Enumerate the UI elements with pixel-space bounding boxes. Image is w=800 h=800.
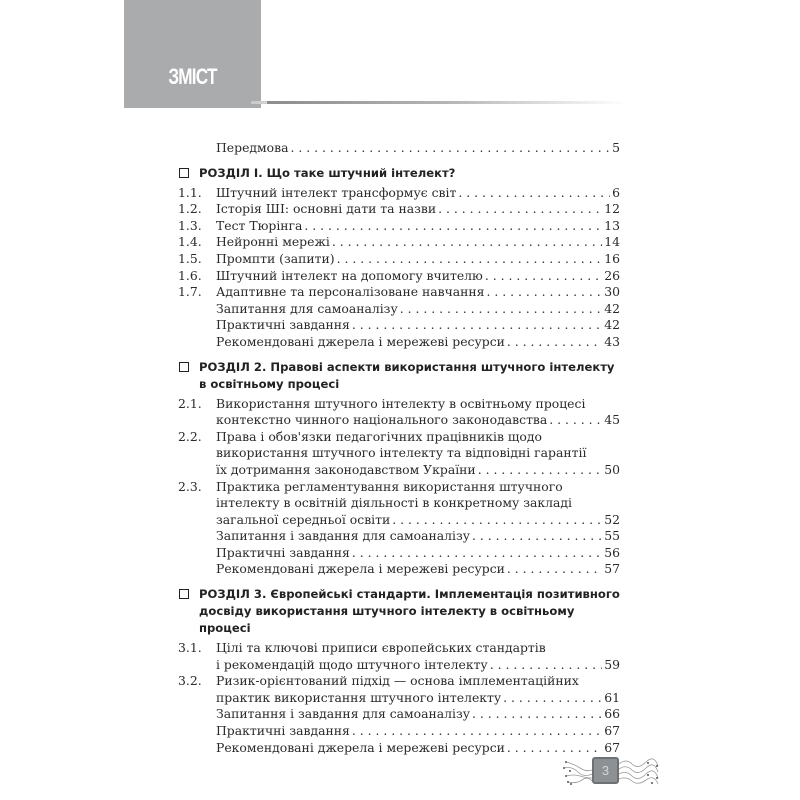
entry-page: 66: [604, 706, 620, 722]
entry-page: 16: [604, 250, 620, 266]
toc-entry[interactable]: [178, 396, 620, 429]
section-title: [199, 586, 620, 637]
entry-number: 1.3.: [178, 217, 202, 233]
entry-title: Штучний інтелект на допомогу вчителю: [216, 267, 483, 283]
entry-title: Практичні завдання: [216, 544, 350, 560]
leader-dots: [503, 690, 602, 707]
entry-title: контекстно чинного національного законодавства: [216, 412, 548, 428]
leader-dots: [400, 301, 602, 318]
toc-entry[interactable]: [178, 561, 620, 578]
entry-title: Практичні завдання: [216, 317, 350, 333]
entry-page: 13: [604, 217, 620, 233]
entry-title: Використання штучного інтелекту в освітньому процесі: [216, 395, 586, 411]
toc-entry[interactable]: [178, 706, 620, 723]
entry-title: Рекомендовані джерела і мережеві ресурси: [216, 333, 505, 349]
toc-entry[interactable]: [178, 301, 620, 318]
page-footer: [560, 754, 660, 790]
entry-number: 2.3.: [178, 478, 202, 494]
toc-entry[interactable]: [178, 740, 620, 757]
section-title-line: РОЗДІЛ 2. Правові аспекти використання штучного інтелекту: [199, 359, 615, 374]
entry-title: використання штучного інтелекту та відповідні гарантії: [216, 445, 587, 461]
section-title-line: РОЗДІЛ І. Що таке штучний інтелект?: [199, 165, 456, 180]
entry-page: 45: [604, 412, 620, 428]
leader-dots: [337, 251, 603, 268]
entry-page: 57: [604, 561, 620, 577]
checkbox-icon: [179, 168, 189, 178]
leader-dots: [392, 512, 602, 529]
page-title: ЗМІСТ: [168, 64, 217, 89]
leader-dots: [549, 412, 602, 429]
entry-page: 5: [612, 140, 620, 155]
leader-dots: [507, 334, 602, 351]
entry-title: і рекомендацій щодо штучного інтелекту: [216, 656, 488, 672]
entry-title: інтелекту в освітній діяльності в конкретному закладі: [216, 495, 572, 511]
toc-entry[interactable]: [178, 251, 620, 268]
leader-dots: [332, 234, 602, 251]
section-heading[interactable]: [178, 359, 620, 393]
entry-title: Рекомендовані джерела і мережеві ресурси: [216, 561, 505, 577]
entry-title: Історія ШІ: основні дати та назви: [216, 201, 437, 217]
entry-title: Запитання і завдання для самоаналізу: [216, 528, 471, 544]
entry-number: 1.1.: [178, 184, 202, 200]
entry-number: 2.1.: [178, 395, 202, 411]
leader-dots: [478, 462, 603, 479]
leader-dots: [438, 201, 602, 218]
entry-number: 1.7.: [178, 284, 202, 300]
section-title-line: досвіду використання штучного інтелекту в освітньому процесі: [199, 604, 575, 636]
toc-entry[interactable]: [178, 429, 620, 479]
entry-title: Нейронні мережі: [216, 234, 330, 250]
entry-page: 61: [604, 689, 620, 705]
toc-entry[interactable]: [178, 545, 620, 562]
toc-entry-preface[interactable]: [178, 140, 620, 157]
entry-title: Практика регламентування використання штучного: [216, 478, 563, 494]
entry-title: практик використання штучного інтелекту: [216, 689, 502, 705]
leader-dots: [472, 528, 602, 545]
entry-number: 1.2.: [178, 201, 202, 217]
toc-entry[interactable]: [178, 268, 620, 285]
entry-title: загальної середньої освіти: [216, 511, 391, 527]
entry-page: 12: [604, 201, 620, 217]
entry-page: 55: [604, 528, 620, 544]
section-title: [199, 165, 455, 182]
checkbox-icon: [179, 362, 189, 372]
entry-number: 2.2.: [178, 428, 202, 444]
header-rule: [267, 101, 627, 104]
entry-page: 67: [604, 739, 620, 755]
entry-title: Штучний інтелект трансформує світ: [216, 184, 457, 200]
section-title: [199, 359, 614, 393]
toc-entry[interactable]: [178, 218, 620, 235]
leader-dots: [291, 140, 611, 157]
entry-page: 30: [604, 284, 620, 300]
entry-title: Практичні завдання: [216, 723, 350, 739]
leader-dots: [352, 317, 602, 334]
section-heading[interactable]: [178, 165, 620, 182]
leader-dots: [458, 185, 610, 202]
toc-entry[interactable]: [178, 185, 620, 202]
entry-page: 26: [604, 267, 620, 283]
entry-page: 52: [604, 511, 620, 527]
section-title-line: в освітньому процесі: [199, 376, 340, 391]
toc-entry[interactable]: [178, 234, 620, 251]
page-number-badge: 3: [592, 757, 619, 784]
section-heading[interactable]: [178, 586, 620, 637]
leader-dots: [352, 723, 602, 740]
entry-page: 14: [604, 234, 620, 250]
entry-title: Промпти (запити): [216, 250, 335, 266]
entry-title: Права і обов'язки педагогічних працівників щодо: [216, 428, 542, 444]
toc-entry[interactable]: [178, 723, 620, 740]
leader-dots: [487, 284, 603, 301]
entry-page: 56: [604, 544, 620, 560]
entry-number: 3.2.: [178, 673, 202, 689]
entry-title: Адаптивне та персоналізоване навчання: [216, 284, 485, 300]
section-title-line: РОЗДІЛ 3. Європейські стандарти. Імплементація позитивного: [199, 587, 620, 602]
entry-page: 67: [604, 723, 620, 739]
checkbox-icon: [179, 589, 189, 599]
leader-dots: [490, 657, 603, 674]
toc-entry[interactable]: [178, 201, 620, 218]
entry-title: Запитання для самоаналізу: [216, 300, 398, 316]
table-of-contents: [178, 140, 620, 756]
entry-number: 1.5.: [178, 250, 202, 266]
entry-number: 1.4.: [178, 234, 202, 250]
leader-dots: [304, 218, 602, 235]
entry-page: 42: [604, 300, 620, 316]
entry-title: Передмова: [216, 140, 289, 155]
entry-title: Тест Тюрінга: [216, 217, 303, 233]
entry-page: 50: [604, 461, 620, 477]
leader-dots: [472, 706, 602, 723]
toc-entry[interactable]: [178, 284, 620, 301]
entry-title: Цілі та ключові приписи європейських стандартів: [216, 640, 546, 656]
header-block: [124, 0, 261, 108]
entry-title: Рекомендовані джерела і мережеві ресурси: [216, 739, 505, 755]
leader-dots: [352, 545, 602, 562]
leader-dots: [485, 268, 602, 285]
entry-page: 59: [604, 656, 620, 672]
entry-title: Запитання і завдання для самоаналізу: [216, 706, 471, 722]
entry-title: Ризик-орієнтований підхід — основа імплементаційних: [216, 673, 579, 689]
entry-page: 6: [612, 184, 620, 200]
toc-entry[interactable]: [178, 528, 620, 545]
toc-entry[interactable]: [178, 479, 620, 529]
toc-entry[interactable]: [178, 334, 620, 351]
toc-entry[interactable]: [178, 640, 620, 673]
toc-entry[interactable]: [178, 673, 620, 706]
entry-title: їх дотримання законодавством України: [216, 461, 476, 477]
entry-number: 1.6.: [178, 267, 202, 283]
entry-number: 3.1.: [178, 640, 202, 656]
leader-dots: [507, 561, 602, 578]
toc-entry[interactable]: [178, 317, 620, 334]
entry-page: 42: [604, 317, 620, 333]
entry-page: 43: [604, 333, 620, 349]
